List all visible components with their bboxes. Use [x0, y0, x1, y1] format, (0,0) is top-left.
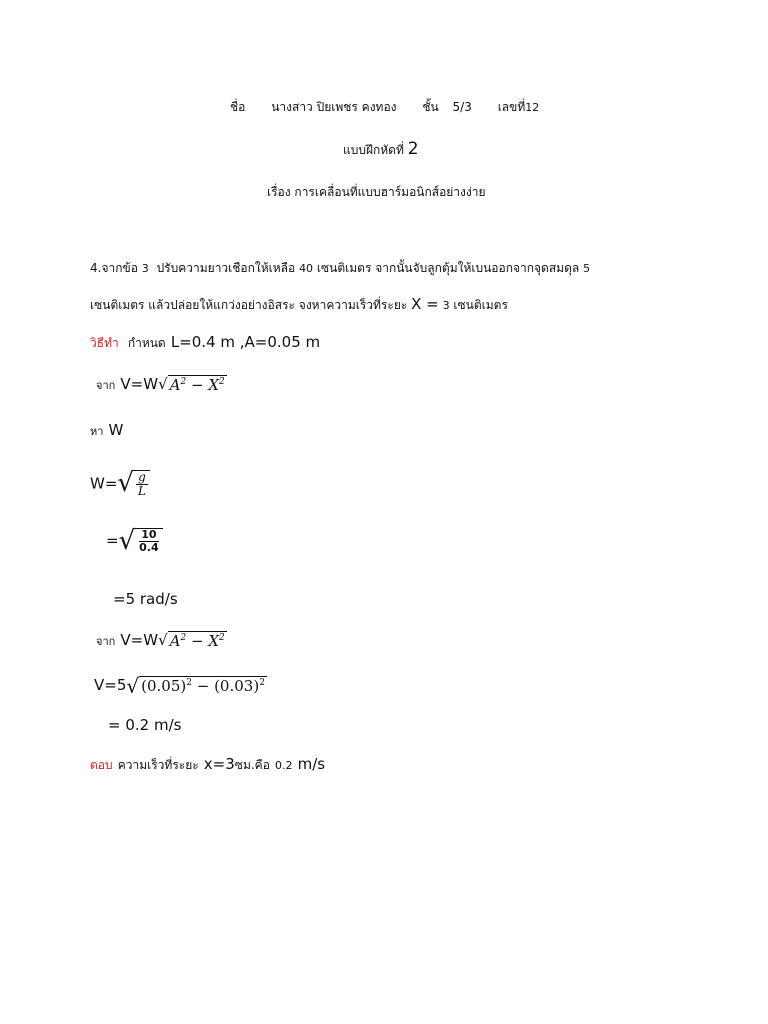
answer-unit: m/s	[297, 755, 326, 773]
question-number: 5	[583, 262, 591, 275]
from-label: จาก	[96, 379, 116, 392]
exponent: 2	[180, 633, 187, 643]
sqrt-expression	[126, 673, 267, 698]
given-label: กำหนด	[127, 336, 166, 350]
worksheet-subtitle: เรื่อง การเคลื่อนที่แบบฮาร์มอนิกส์อย่างง่าย	[267, 185, 486, 199]
formula-x: X	[208, 632, 219, 650]
radical-sign: √	[118, 526, 136, 556]
given-values: L=0.4 m ,A=0.05 m	[170, 333, 321, 351]
question-number: 3	[141, 262, 149, 275]
radical-sign: √	[126, 673, 140, 698]
formula-lhs: V=W	[120, 631, 159, 649]
minus-sign: −	[186, 632, 209, 650]
header-line	[230, 98, 539, 117]
name-value: นางสาว ปิยเพชร คงทอง	[271, 100, 397, 114]
minus-sign: −	[186, 376, 209, 394]
title-number: 2	[407, 139, 419, 159]
answer-value: 0.2	[275, 759, 293, 772]
answer-text: ซม.คือ	[234, 758, 270, 772]
radical-sign: √	[117, 468, 134, 498]
from-label: จาก	[96, 635, 116, 648]
formula-velocity	[96, 374, 227, 394]
name-label: ชื่อ	[230, 100, 246, 114]
formula-omega-substitution	[106, 528, 163, 554]
question-line-1	[90, 259, 590, 278]
radical-sign: √	[158, 375, 168, 393]
number-label: เลขที่	[497, 100, 526, 114]
question-text: เซนติเมตร	[453, 298, 508, 312]
radical-sign: √	[158, 631, 168, 649]
minus-sign: −	[191, 676, 215, 695]
question-variable: X =	[411, 295, 439, 313]
formula-omega	[90, 470, 150, 498]
question-number: 3	[442, 299, 450, 312]
solution-given	[90, 332, 320, 353]
exponent: 2	[219, 633, 225, 643]
class-value: 5/3	[452, 100, 472, 114]
term-2: (0.03)	[214, 676, 260, 695]
worksheet-title	[343, 139, 419, 160]
exponent: 2	[186, 677, 192, 688]
answer-label: ตอบ	[90, 758, 113, 772]
term-1: (0.05)	[141, 676, 187, 695]
velocity-substitution	[94, 675, 267, 696]
exponent: 2	[180, 377, 187, 387]
sqrt-expression	[158, 631, 227, 650]
fraction	[137, 529, 161, 554]
find-variable: W	[108, 421, 124, 439]
solution-label: วิธีทำ	[90, 336, 119, 350]
number-value: 12	[525, 101, 540, 114]
find-w	[90, 420, 123, 440]
answer-text: ความเร็วที่ระยะ	[117, 758, 199, 772]
fraction-numerator: 10	[141, 528, 157, 541]
question-number: 40	[299, 262, 314, 275]
sqrt-fraction	[117, 470, 150, 498]
w-lhs: W=	[90, 474, 118, 493]
formula-velocity-repeat	[96, 630, 227, 650]
exponent: 2	[219, 377, 225, 387]
formula-a: A	[169, 376, 181, 394]
question-line-2	[90, 295, 508, 315]
answer-variable: x=3	[203, 755, 235, 773]
fraction-numerator: g	[138, 470, 146, 484]
omega-result: =5 rad/s	[113, 590, 178, 608]
formula-x: X	[208, 376, 219, 394]
answer-line	[90, 754, 325, 775]
question-text: เซนติเมตร จากนั้นจับลูกตุ้มให้เบนออกจากจุดสมดุล	[316, 261, 580, 275]
class-label: ชั้น	[422, 100, 439, 114]
question-text: เซนติเมตร แล้วปล่อยให้แกว่งอย่างอิสระ จงหาความเร็วที่ระยะ	[90, 298, 408, 312]
find-label: หา	[90, 425, 104, 438]
sqrt-expression	[158, 375, 227, 394]
exponent: 2	[259, 677, 265, 688]
velocity-result: = 0.2 m/s	[108, 716, 182, 734]
question-text: 4.จากข้อ	[90, 261, 138, 275]
v-lhs: V=5	[94, 676, 127, 694]
title-prefix: แบบฝึกหัดที่	[343, 143, 404, 157]
fraction-denominator: L	[137, 484, 146, 499]
equals-sign: =	[106, 531, 119, 550]
fraction-denominator: 0.4	[139, 541, 159, 555]
formula-a: A	[169, 632, 181, 650]
sqrt-fraction	[119, 528, 163, 554]
fraction	[136, 471, 148, 498]
question-text: ปรับความยาวเชือกให้เหลือ	[156, 261, 296, 275]
formula-lhs: V=W	[120, 375, 159, 393]
